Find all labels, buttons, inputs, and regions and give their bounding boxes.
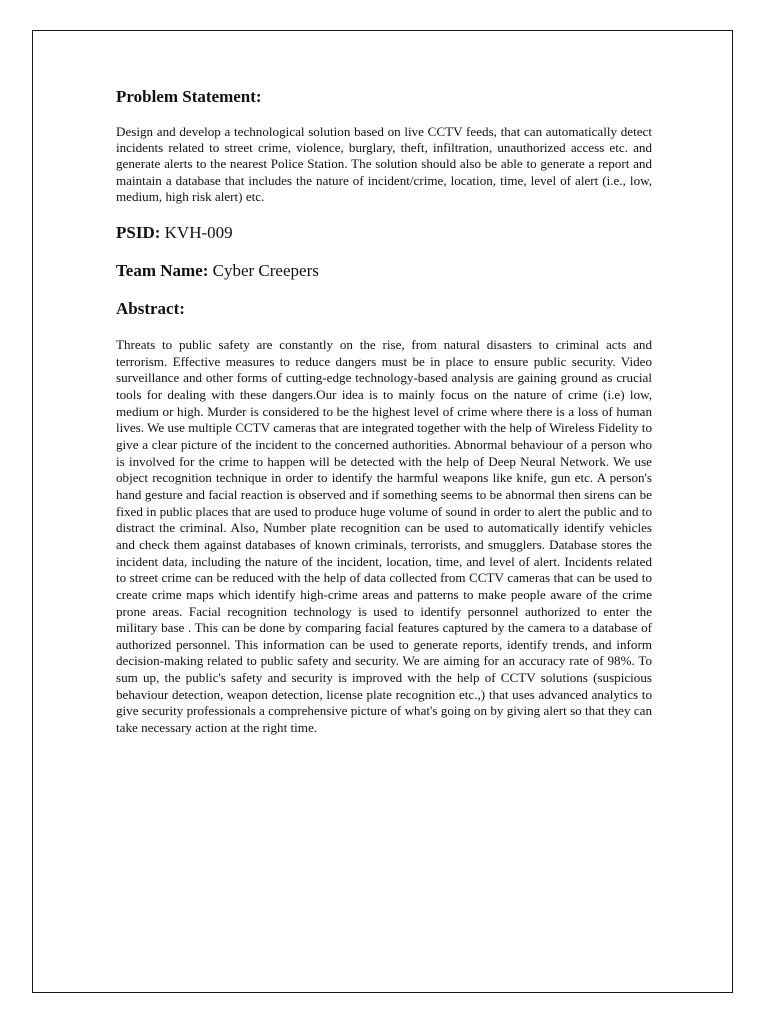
abstract-text: Threats to public safety are constantly on the rise, from natural disasters to criminal acts and terrorism. Effective measures to reduce dangers must be in place to ensure public security. Video surveillance and other forms of cutting-edge technology-based analysis are gaining ground as crucial tools for dealing with these dangers.Our idea is to mainly focus on the nature of crime (i.e) low, medium or high. Murder is considered to be the highest level of crime where there is a loss of human lives. We use multiple CCTV cameras that are integrated together with the help of Wireless Fidelity to give a clear picture of the incident to the concerned authorities. Abnormal behaviour of a person who is involved for the crime to happen will be detected with the help of Deep Neural Network. We use object recognition technique in order to identify the harmful weapons like knife, gun etc. A person's hand gesture and facial reaction is observed and if something seems to be abnormal then sirens can be fixed in public places that are used to produce huge volume of sound in order to alert the public and to distract the criminal. Also, Number plate recognition can be used to automatically identify vehicles and check them against databases of known criminals, terrorists, and smugglers. Database stores the incident data, including the nature of the incident, location, time, and level of alert. Incidents related to street crime can be reduced with the help of data collected from CCTV cameras that can be used to create crime maps which identify high-crime areas and patterns to make people aware of the crime prone areas. Facial recognition technology is used to identify personnel authorized to enter the military base . This can be done by comparing facial features captured by the camera to a database of authorized personnel. This information can be used to generate reports, identify trends, and inform decision-making related to public safety and security. We are aiming for an accuracy rate of 98%. To sum up, the public's safety and security is improved with the help of CCTV solutions (suspicious behaviour detection, weapon detection, license plate recognition etc.,) that uses advanced analytics to give security professionals a comprehensive picture of what's going on by giving alert so that they can take necessary action at the right time.	[116, 337, 652, 736]
team-name-label: Team Name:	[116, 261, 209, 281]
team-name-value: Cyber Creepers	[212, 261, 319, 281]
psid-value: KVH-009	[164, 223, 233, 243]
abstract-heading: Abstract:	[116, 299, 185, 319]
team-name-line	[116, 260, 652, 282]
document-body	[116, 86, 652, 737]
psid-line	[116, 222, 652, 244]
problem-statement-text: Design and develop a technological solution based on live CCTV feeds, that can automatically detect incidents related to street crime, violence, burglary, theft, infiltration, unauthorized access etc. and generate alerts to the nearest Police Station. The solution should also be able to generate a report and maintain a database that includes the nature of incident/crime, location, time, level of alert (i.e., low, medium, high risk alert) etc.	[116, 124, 652, 204]
psid-label: PSID:	[116, 223, 161, 243]
problem-statement-heading: Problem Statement:	[116, 87, 262, 106]
